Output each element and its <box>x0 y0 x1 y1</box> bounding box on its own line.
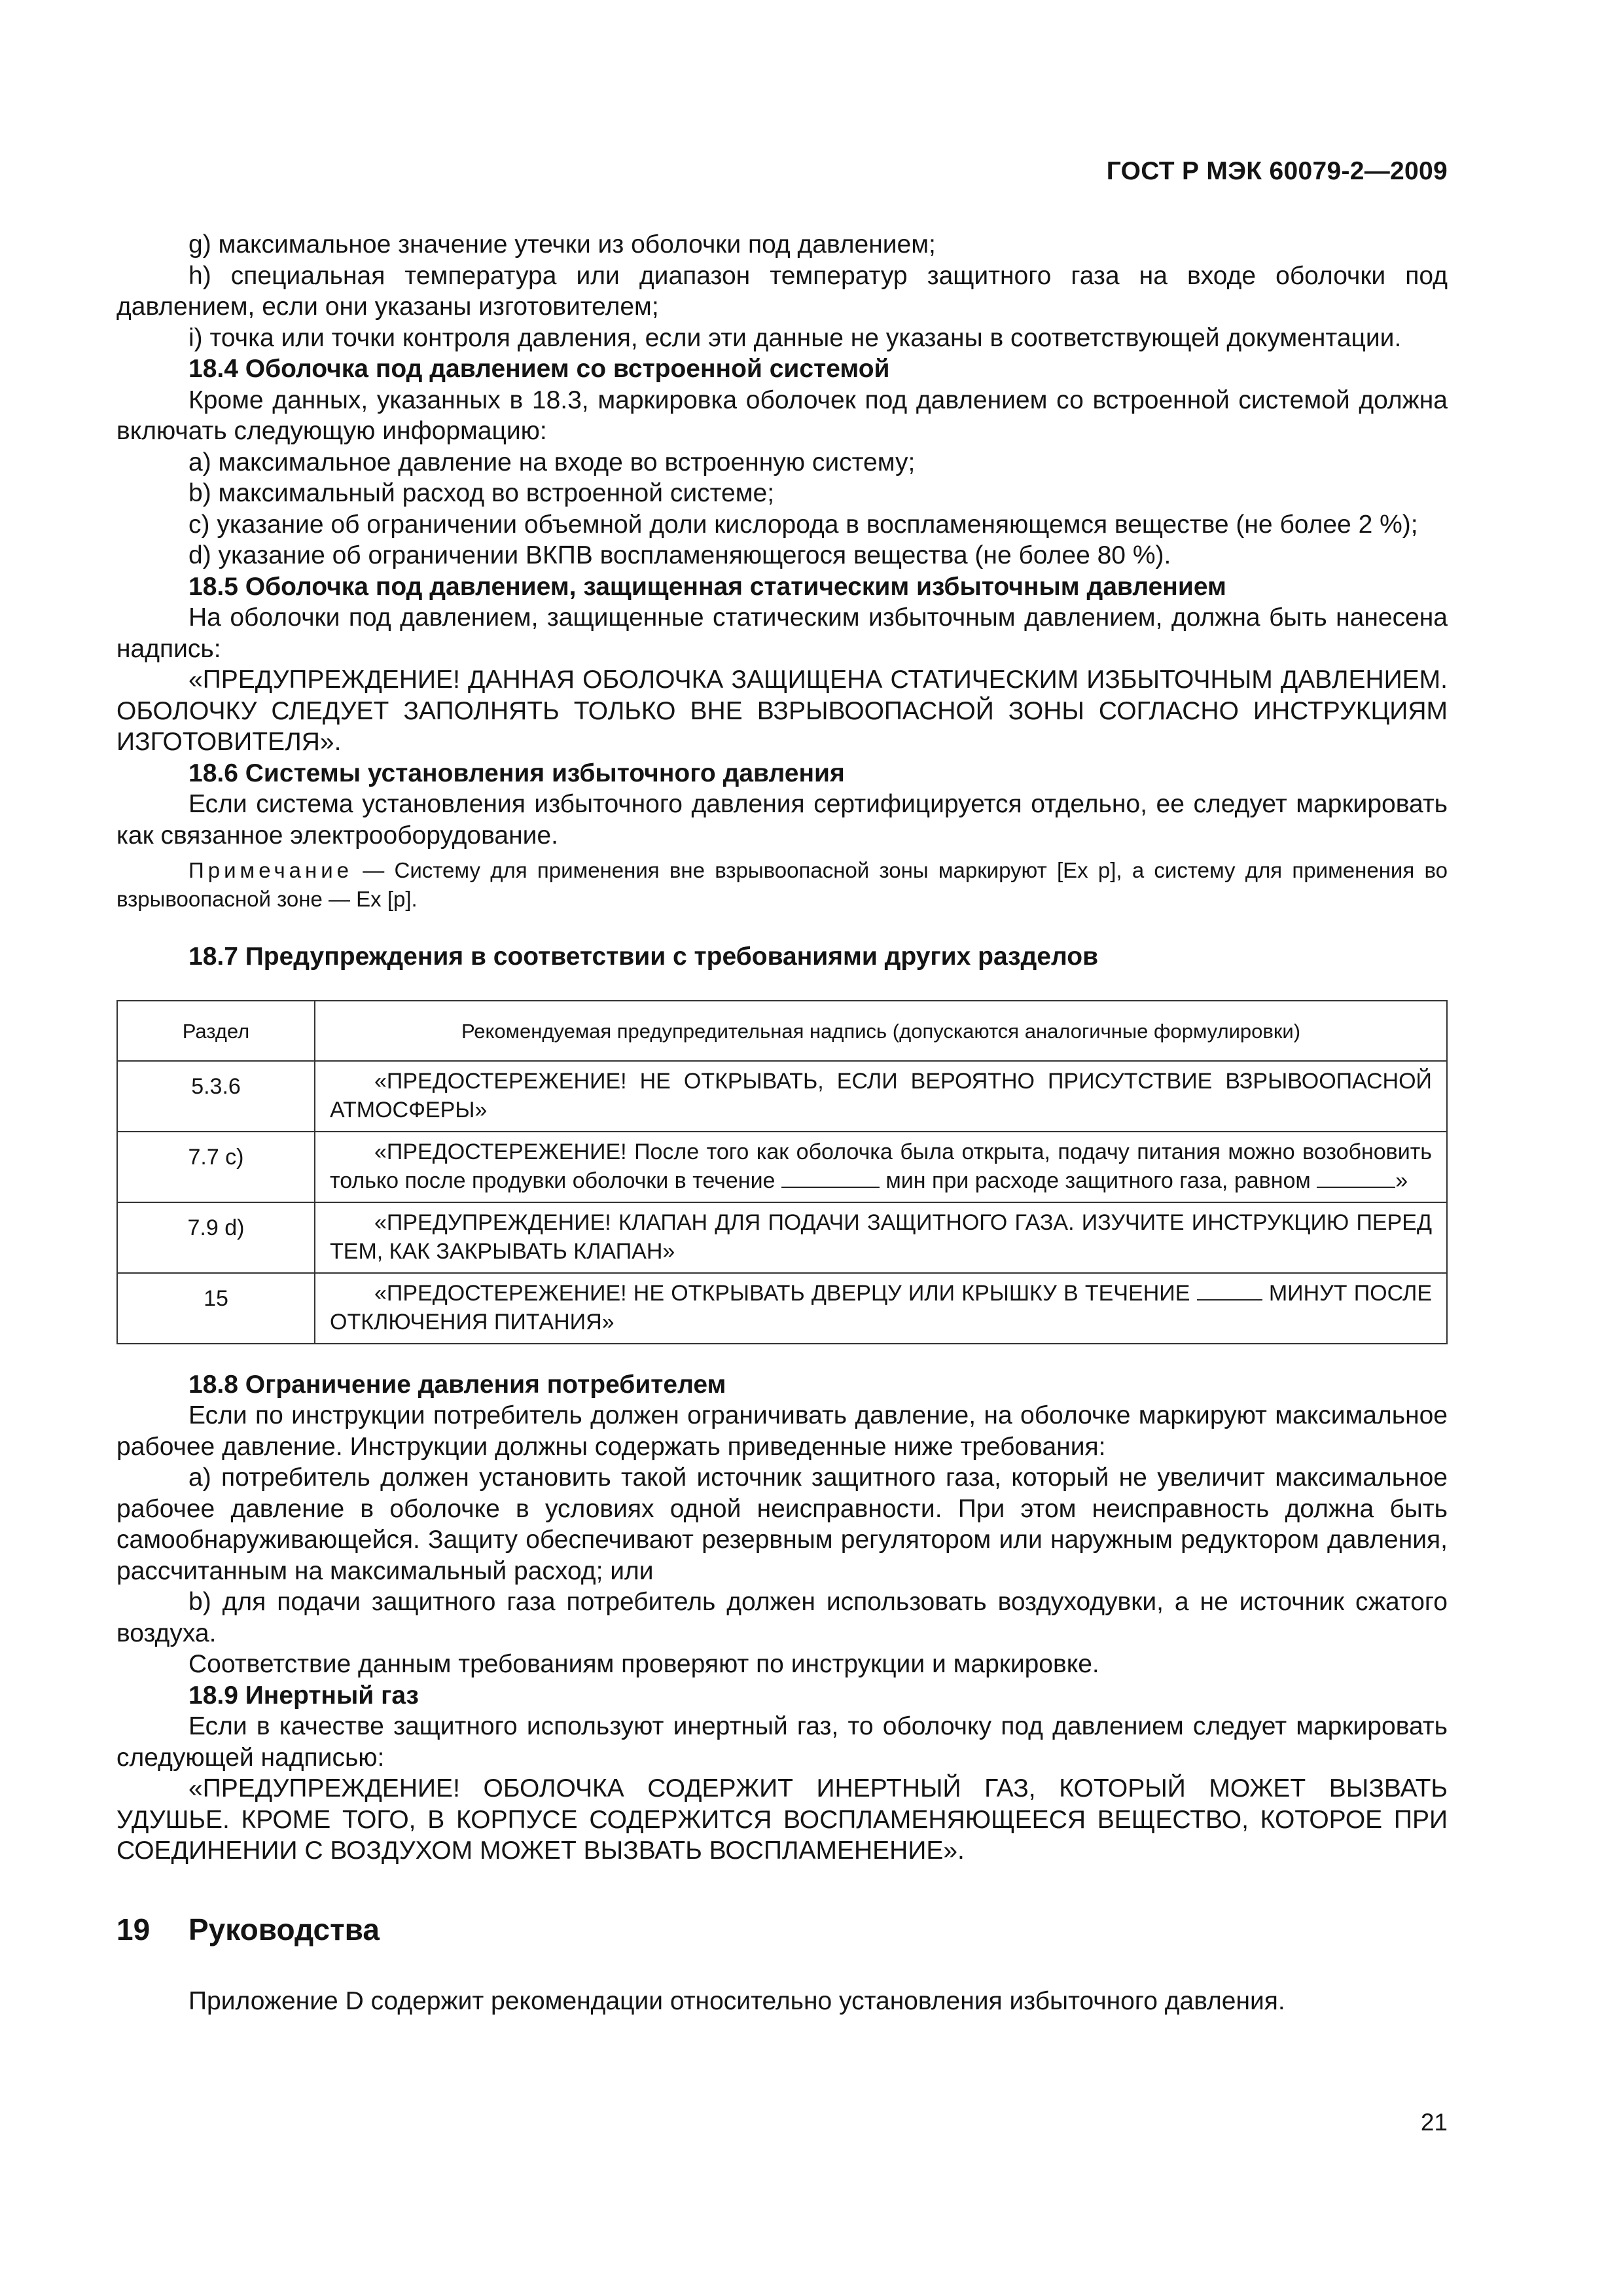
item-h: h) специальная температура или диапазон температур защитного газа на входе оболочки под давлением, если они указаны изготовителем; <box>116 261 1448 321</box>
paragraph-19: Приложение D содержит рекомендации относительно установления избыточного давления. <box>188 1986 1285 2015</box>
item-18-8-b: b) для подачи защитного газа потребитель должен использовать воздуходувки, а не источник сжатого воздуха. <box>116 1588 1448 1647</box>
section-title: Руководства <box>188 1912 380 1946</box>
item-18-8-a: a) потребитель должен установить такой источник защитного газа, который не увеличит максимальное рабочее давление в оболочке в условиях одной неисправности. При этом неисправность должна быть самообнаруживающейся. Защиту обеспечивают резервным регулятором или наружным редуктором давления, рассчитанным на максимальный расход; или <box>116 1463 1448 1585</box>
section-cell: 7.7 c) <box>117 1132 315 1202</box>
section-cell: 5.3.6 <box>117 1061 315 1132</box>
document-body <box>116 229 1448 2042</box>
section-number: 19 <box>116 1912 151 1946</box>
heading-18-4: 18.4 Оболочка под давлением со встроенной системой <box>188 355 890 383</box>
warning-cell: «ПРЕДОСТЕРЕЖЕНИЕ! НЕ ОТКРЫВАТЬ, ЕСЛИ ВЕРОЯТНО ПРИСУТСТВИЕ ВЗРЫВООПАСНОЙ АТМОСФЕРЫ» <box>315 1061 1447 1132</box>
table-row <box>117 1132 1447 1202</box>
note-18-6 <box>116 856 1448 914</box>
warning-18-9: «ПРЕДУПРЕЖДЕНИЕ! ОБОЛОЧКА СОДЕРЖИТ ИНЕРТНЫЙ ГАЗ, КОТОРЫЙ МОЖЕТ ВЫЗВАТЬ УДУШЬЕ. КРОМЕ ТОГО, В КОРПУСЕ СОДЕРЖИТСЯ ВОСПЛАМЕНЯЮЩЕЕСЯ ВЕЩЕСТВО, КОТОРОЕ ПРИ СОЕДИНЕНИИ С ВОЗДУХОМ МОЖЕТ ВЫЗВАТЬ ВОСПЛАМЕНЕНИЕ». <box>116 1774 1448 1865</box>
fill-in-blank <box>781 1170 880 1188</box>
heading-18-6: 18.6 Системы установления избыточного давления <box>188 759 845 787</box>
section-cell: 15 <box>117 1273 315 1344</box>
item-g: g) максимальное значение утечки из оболочки под давлением; <box>188 230 936 259</box>
paragraph-18-9: Если в качестве защитного используют инертный газ, то оболочку под давлением следует маркировать следующей надписью: <box>116 1712 1448 1772</box>
warning-text-part: «ПРЕДОСТЕРЕЖЕНИЕ! НЕ ОТКРЫВАТЬ ДВЕРЦУ ИЛИ КРЫШКУ В ТЕЧЕНИЕ <box>374 1280 1190 1306</box>
warning-18-5: «ПРЕДУПРЕЖДЕНИЕ! ДАННАЯ ОБОЛОЧКА ЗАЩИЩЕНА СТАТИЧЕСКИМ ИЗБЫТОЧНЫМ ДАВЛЕНИЕМ. ОБОЛОЧКУ СЛЕДУЕТ ЗАПОЛНЯТЬ ТОЛЬКО ВНЕ ВЗРЫВООПАСНОЙ ЗОНЫ СОГЛАСНО ИНСТРУКЦИЯМ ИЗГОТОВИТЕЛЯ». <box>116 666 1448 756</box>
warning-text-part: » <box>1395 1168 1408 1193</box>
heading-18-7: 18.7 Предупреждения в соответствии с требованиями других разделов <box>188 942 1099 971</box>
table-row <box>117 1061 1447 1132</box>
warnings-table <box>116 1000 1448 1344</box>
section-cell: 7.9 d) <box>117 1202 315 1273</box>
heading-18-9: 18.9 Инертный газ <box>188 1681 419 1710</box>
warning-cell <box>315 1273 1447 1344</box>
page-number: 21 <box>1420 2109 1448 2136</box>
warning-text-part: МИНУТ ПОСЛЕ ОТКЛЮЧЕНИЯ ПИТАНИЯ» <box>330 1280 1432 1335</box>
table-header-row <box>117 1001 1447 1061</box>
item-18-4-d: d) указание об ограничении ВКПВ воспламеняющегося вещества (не более 80 %). <box>188 541 1171 569</box>
paragraph-18-8: Если по инструкции потребитель должен ограничивать давление, на оболочке маркируют максимальное рабочее давление. Инструкции должны содержать приведенные ниже требования: <box>116 1401 1448 1461</box>
note-text: — Систему для применения вне взрывоопасной зоны маркируют [Ex p], а систему для применения во взрывоопасной зоне — Ex [p]. <box>116 858 1448 911</box>
paragraph-18-5: На оболочки под давлением, защищенные статическим избыточным давлением, должна быть нанесена надпись: <box>116 603 1448 663</box>
heading-18-8: 18.8 Ограничение давления потребителем <box>188 1370 726 1399</box>
heading-18-5: 18.5 Оболочка под давлением, защищенная статическим избыточным давлением <box>188 572 1226 601</box>
item-i: i) точка или точки контроля давления, если эти данные не указаны в соответствующей документации. <box>188 323 1402 352</box>
item-18-4-a: a) максимальное давление на входе во встроенную систему; <box>188 448 916 476</box>
warning-text-part: мин при расходе защитного газа, равном <box>885 1168 1311 1193</box>
warning-cell <box>315 1132 1447 1202</box>
heading-19 <box>116 1910 1448 1949</box>
note-label: Примечание <box>188 858 353 882</box>
paragraph-18-6: Если система установления избыточного давления сертифицируется отдельно, ее следует маркировать как связанное электрооборудование. <box>116 790 1448 850</box>
warning-cell: «ПРЕДУПРЕЖДЕНИЕ! КЛАПАН ДЛЯ ПОДАЧИ ЗАЩИТНОГО ГАЗА. ИЗУЧИТЕ ИНСТРУКЦИЮ ПЕРЕД ТЕМ, КАК ЗАКРЫВАТЬ КЛАПАН» <box>315 1202 1447 1273</box>
column-header-section: Раздел <box>117 1001 315 1061</box>
fill-in-blank <box>1197 1282 1262 1300</box>
warning-text-part: «ПРЕДОСТЕРЕЖЕНИЕ! После того как оболочка была открыта, подачу питания можно возобновить только после продувки оболочки в течение <box>330 1139 1432 1193</box>
table-row <box>117 1273 1447 1344</box>
document-header: ГОСТ Р МЭК 60079-2—2009 <box>1106 157 1448 185</box>
paragraph-18-8-conformity: Соответствие данным требованиям проверяют по инструкции и маркировке. <box>188 1650 1099 1678</box>
table-row <box>117 1202 1447 1273</box>
fill-in-blank <box>1317 1170 1395 1188</box>
item-18-4-c: c) указание об ограничении объемной доли кислорода в воспламеняющемся веществе (не более 2 %); <box>188 510 1418 539</box>
column-header-warning: Рекомендуемая предупредительная надпись (допускаются аналогичные формулировки) <box>315 1001 1447 1061</box>
item-18-4-b: b) максимальный расход во встроенной системе; <box>188 479 775 507</box>
paragraph-18-4: Кроме данных, указанных в 18.3, маркировка оболочек под давлением со встроенной системой должна включать следующую информацию: <box>116 386 1448 445</box>
